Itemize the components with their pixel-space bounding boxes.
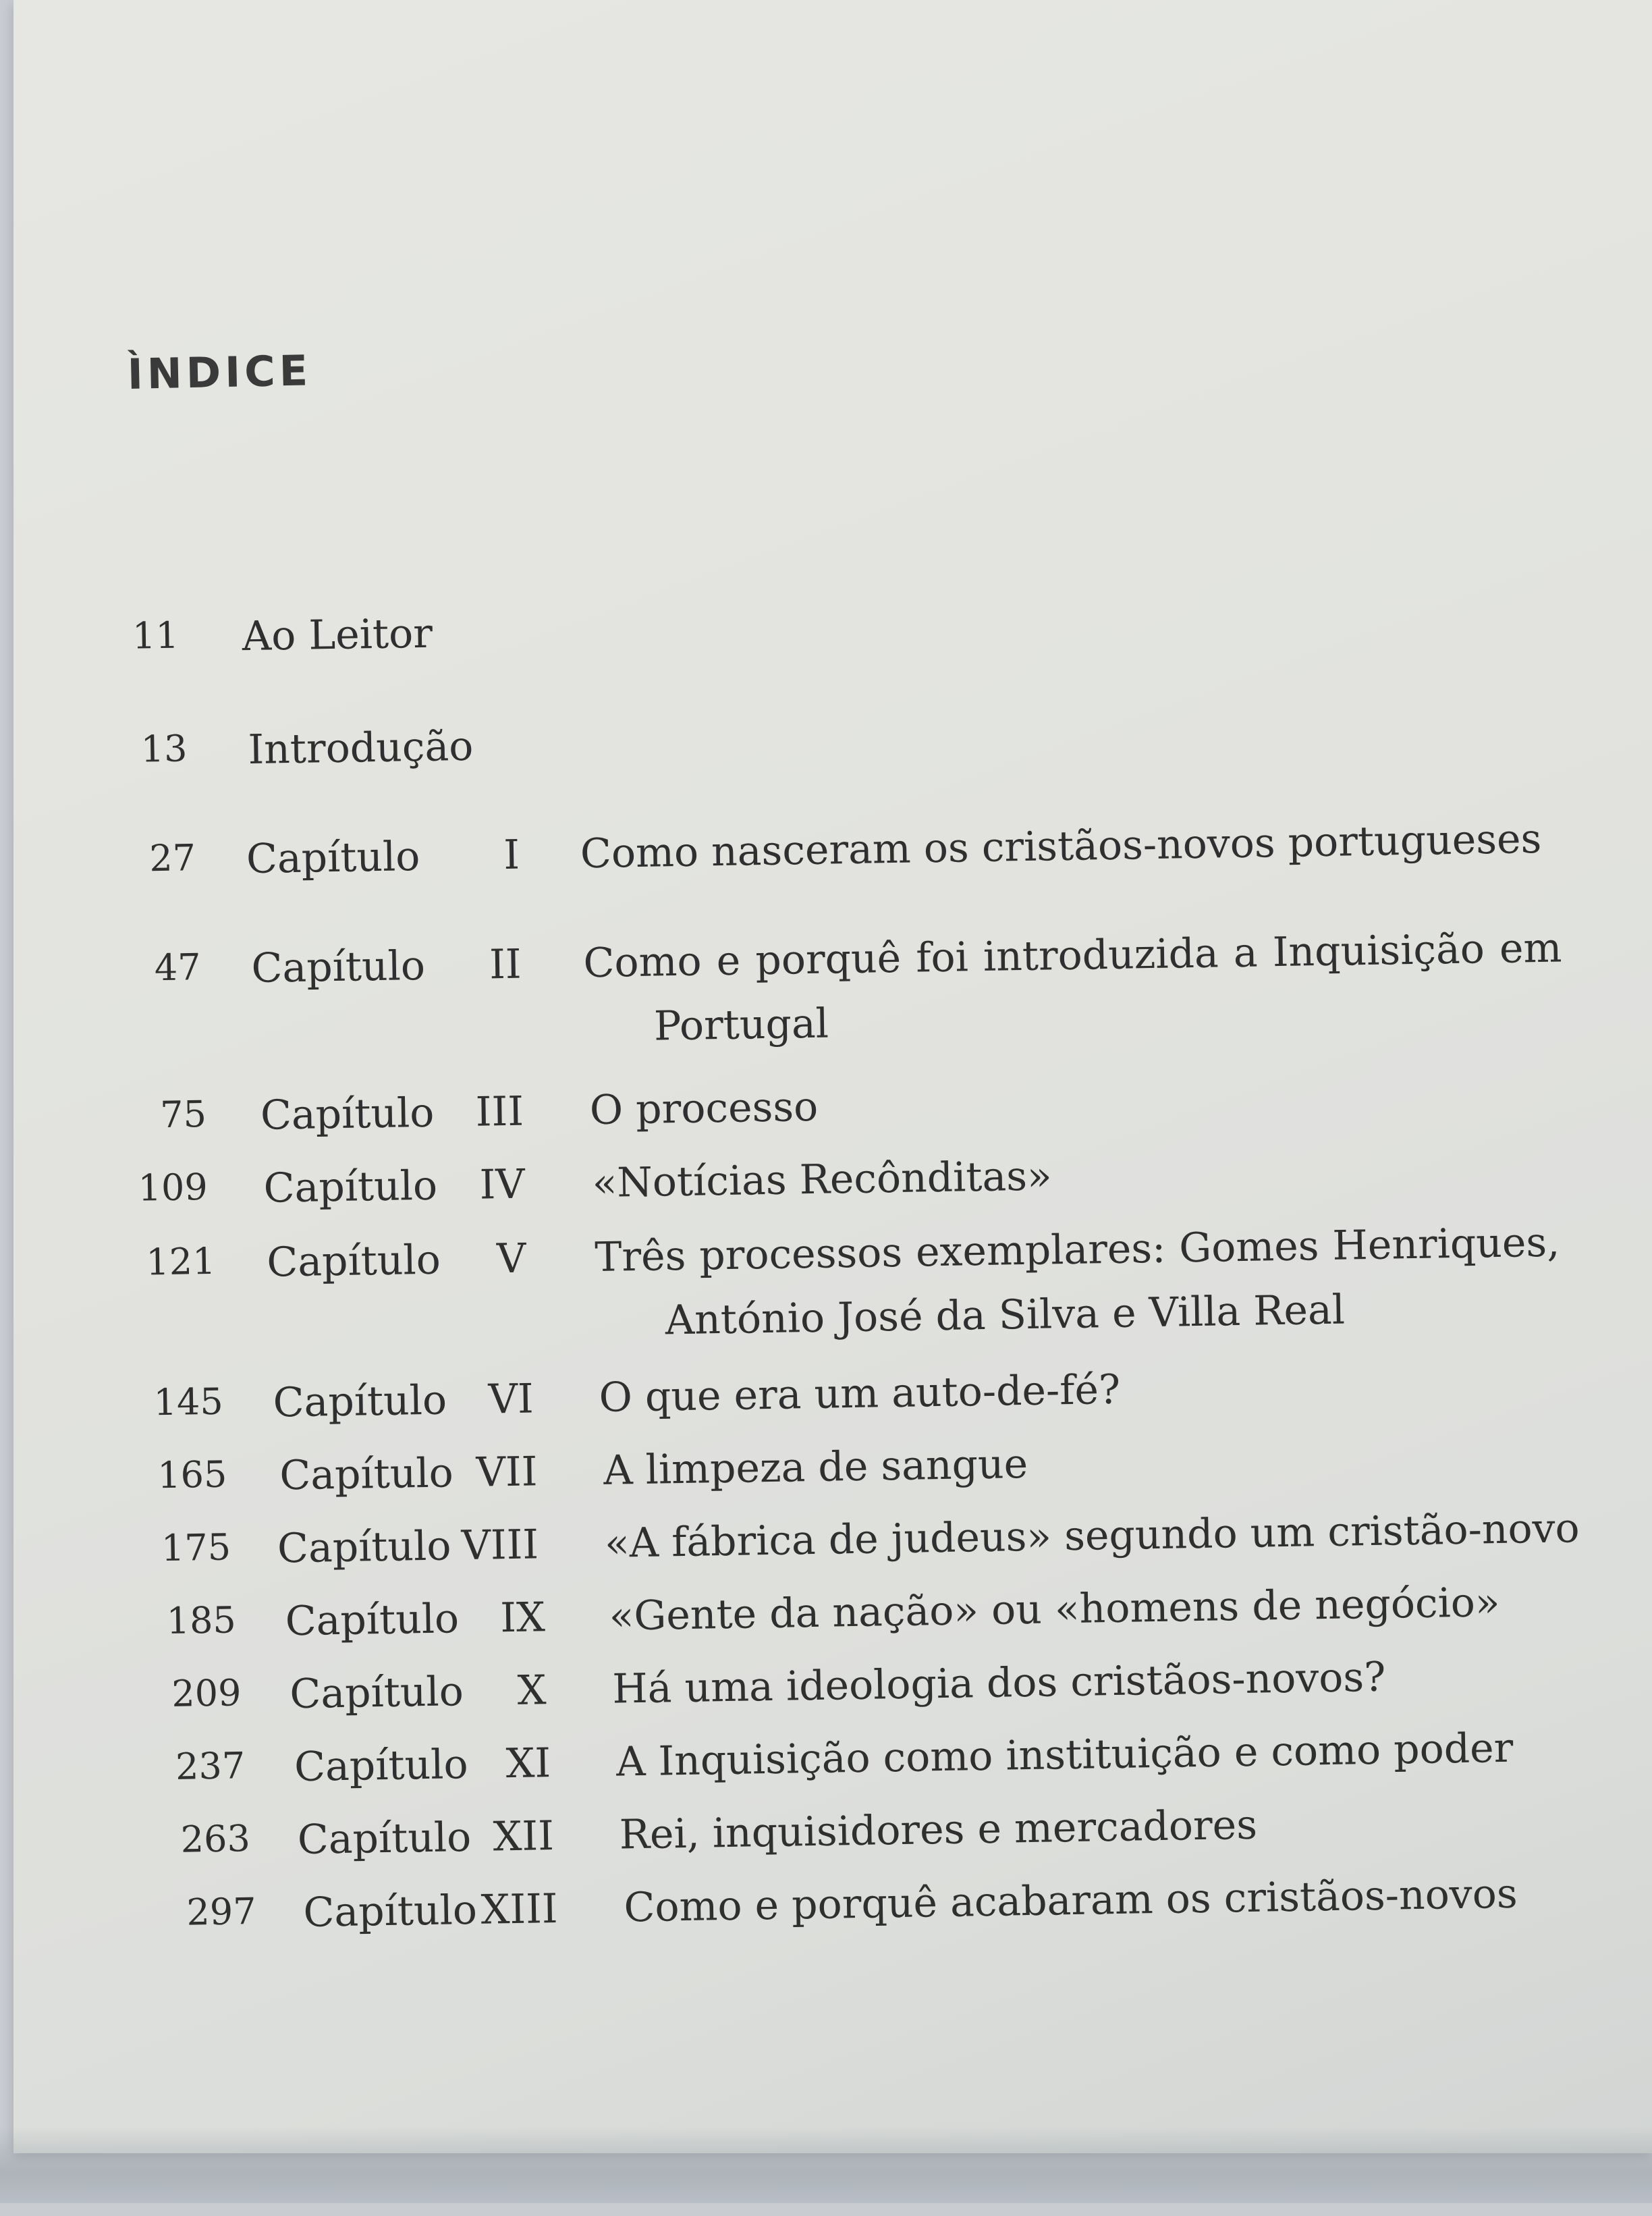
toc-chapter-label: Capítulo	[297, 1813, 472, 1864]
toc-chapter-label: Capítulo	[289, 1668, 464, 1719]
toc-chapter-numeral: I	[503, 831, 520, 880]
toc-chapter-title: «Gente da nação» ou «homens de negócio»	[609, 1579, 1501, 1640]
toc-chapter-label: Capítulo	[303, 1886, 478, 1937]
toc-chapter-title: Três processos exemplares: Gomes Henriques,	[594, 1218, 1560, 1281]
toc-page-number: 185	[166, 1598, 237, 1643]
toc-page-number: 109	[138, 1166, 209, 1210]
toc-chapter-title: A limpeza de sangue	[603, 1440, 1028, 1494]
toc-chapter-title: «Notícias Recônditas»	[592, 1152, 1053, 1208]
toc-chapter-label: Capítulo	[251, 942, 426, 992]
toc-page-number: 27	[148, 836, 196, 880]
toc-chapter-title: A Inquisição como instituição e como poder	[615, 1724, 1514, 1786]
toc-page-number: 121	[145, 1239, 216, 1284]
toc-chapter-title: O processo	[589, 1083, 819, 1135]
toc-chapter-title: Como e porquê acabaram os cristãos-novos	[623, 1870, 1518, 1932]
toc-page-number: 165	[157, 1453, 227, 1497]
toc-chapter-numeral: IV	[479, 1160, 526, 1209]
toc-page-number: 11	[132, 614, 180, 657]
toc-chapter-numeral: XI	[505, 1739, 551, 1788]
toc-chapter-label: Capítulo	[273, 1376, 447, 1427]
toc-page-number: 263	[180, 1817, 251, 1861]
toc-chapter-label: Capítulo	[285, 1595, 460, 1646]
toc-page-number: 209	[171, 1671, 242, 1715]
toc-chapter-label: Capítulo	[266, 1236, 441, 1287]
toc-chapter-numeral: IX	[499, 1594, 546, 1642]
toc-page-number: 145	[153, 1380, 224, 1424]
toc-page-number: 13	[140, 727, 188, 771]
toc-chapter-title-continued: António José da Silva e Villa Real	[665, 1286, 1346, 1345]
toc-chapter-numeral: XII	[493, 1812, 555, 1861]
toc-chapter-numeral: II	[489, 940, 522, 989]
toc-entry-title: Introdução	[247, 722, 474, 774]
toc-chapter-title: Rei, inquisidores e mercadores	[619, 1801, 1258, 1859]
toc-chapter-title: O que era um auto-de-fé?	[599, 1366, 1121, 1422]
toc-chapter-title: Como nasceram os cristãos-novos portugueses	[580, 815, 1542, 878]
toc-chapter-label: Capítulo	[246, 832, 420, 884]
toc-chapter-title-continued: Portugal	[653, 1000, 829, 1050]
toc-chapter-numeral: VIII	[461, 1521, 539, 1570]
toc-chapter-title: Como e porquê foi introduzida a Inquisição em	[582, 924, 1562, 988]
toc-page-number: 237	[175, 1744, 246, 1788]
toc-chapter-numeral: VII	[476, 1448, 538, 1496]
toc-page-number: 175	[161, 1525, 231, 1570]
toc-chapter-label: Capítulo	[260, 1089, 435, 1139]
toc-chapter-title: «A fábrica de judeus» segundo um cristão-novo	[604, 1505, 1580, 1567]
toc-chapter-label: Capítulo	[294, 1741, 469, 1791]
toc-chapter-numeral: X	[517, 1667, 547, 1714]
toc-chapter-numeral: VI	[488, 1375, 534, 1424]
toc-entry-title: Ao Leitor	[242, 610, 433, 661]
toc-chapter-numeral: V	[496, 1235, 526, 1283]
toc-page-number: 47	[154, 946, 202, 990]
page-title: ÌNDICE	[127, 346, 312, 399]
toc-chapter-label: Capítulo	[277, 1522, 451, 1573]
toc-chapter-label: Capítulo	[279, 1449, 454, 1500]
toc-chapter-title: Há uma ideologia dos cristãos-novos?	[611, 1653, 1386, 1713]
toc-chapter-numeral: III	[475, 1087, 524, 1136]
toc-chapter-numeral: XIII	[480, 1885, 559, 1934]
toc-page-number: 297	[186, 1890, 257, 1934]
toc-page-number: 75	[159, 1093, 207, 1137]
toc-chapter-label: Capítulo	[263, 1162, 438, 1212]
